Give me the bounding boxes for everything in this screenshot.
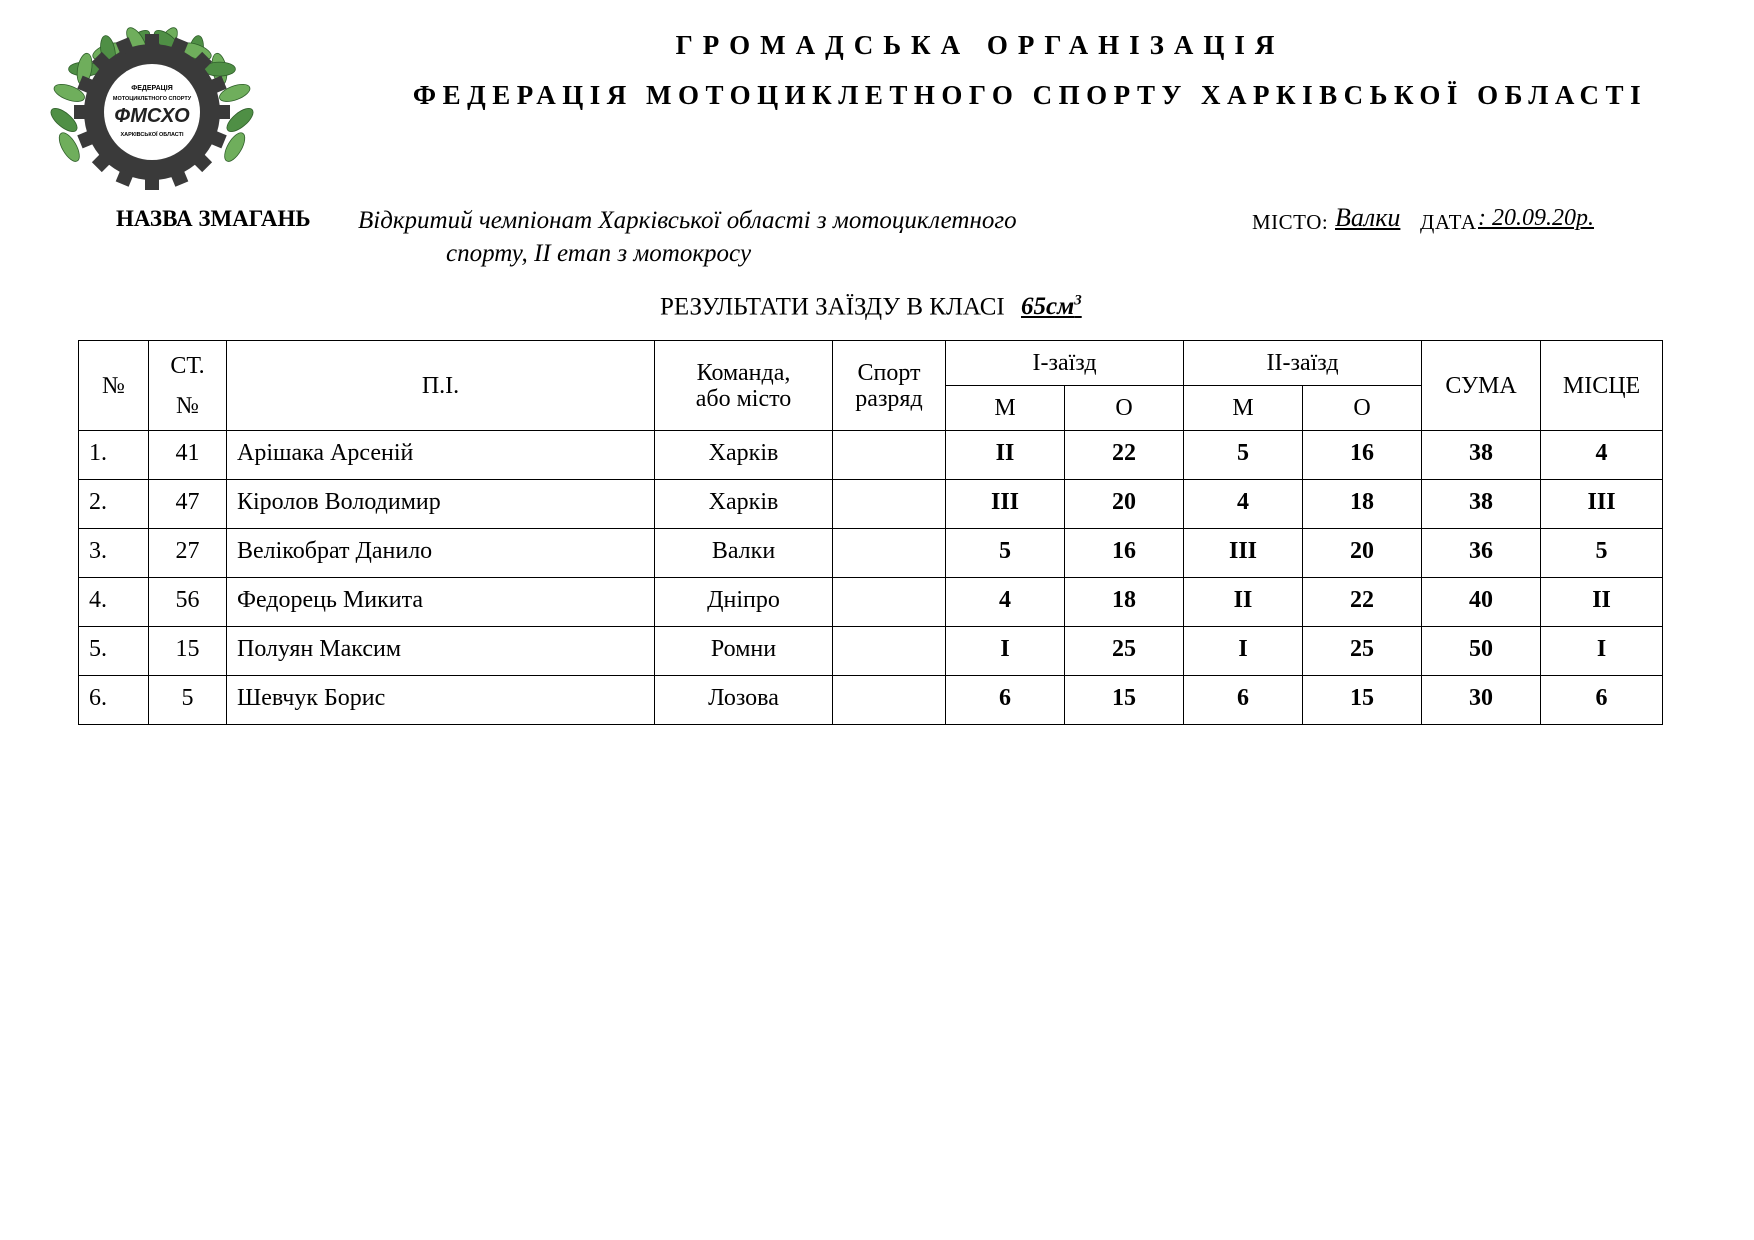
cell-race2-m: ІІ — [1184, 578, 1303, 627]
header-place: МІСЦЕ — [1541, 341, 1663, 431]
header-race-2: ІІ-заїзд — [1184, 341, 1422, 386]
cell-start-number: 41 — [149, 431, 227, 480]
cell-race1-m: І — [946, 627, 1065, 676]
cell-race1-o: 25 — [1065, 627, 1184, 676]
cell-name: Арішака Арсеній — [227, 431, 655, 480]
cell-place: 6 — [1541, 676, 1663, 725]
cell-race2-o: 16 — [1303, 431, 1422, 480]
cell-rank — [833, 676, 946, 725]
cell-race2-m: ІІІ — [1184, 529, 1303, 578]
cell-start-number: 47 — [149, 480, 227, 529]
table-row — [79, 480, 1663, 529]
gear-tooth — [74, 105, 88, 119]
header-race-2-m: М — [1184, 386, 1303, 431]
logo-bottom-text: ХАРКІВСЬКОЇ ОБЛАСТІ — [120, 132, 184, 138]
cell-sum: 38 — [1422, 480, 1541, 529]
cell-start-number: 15 — [149, 627, 227, 676]
table-row — [79, 578, 1663, 627]
header-race-2-o: О — [1303, 386, 1422, 431]
cell-num: 2. — [79, 480, 149, 529]
cell-name: Федорець Микита — [227, 578, 655, 627]
cell-place: 5 — [1541, 529, 1663, 578]
cell-race2-o: 22 — [1303, 578, 1422, 627]
cell-race2-o: 25 — [1303, 627, 1422, 676]
results-table — [78, 340, 1663, 725]
cell-num: 1. — [79, 431, 149, 480]
cell-race2-m: 4 — [1184, 480, 1303, 529]
cell-race2-m: 5 — [1184, 431, 1303, 480]
cell-team: Харків — [655, 480, 833, 529]
cell-name: Шевчук Борис — [227, 676, 655, 725]
header-race-1-m: М — [946, 386, 1065, 431]
cell-rank — [833, 578, 946, 627]
cell-rank — [833, 627, 946, 676]
cell-sum: 38 — [1422, 431, 1541, 480]
cell-name: Кіролов Володимир — [227, 480, 655, 529]
cell-place: ІІ — [1541, 578, 1663, 627]
cell-race1-o: 18 — [1065, 578, 1184, 627]
table-row — [79, 431, 1663, 480]
table-row — [79, 676, 1663, 725]
cell-race1-m: 4 — [946, 578, 1065, 627]
cell-rank — [833, 431, 946, 480]
cell-team: Валки — [655, 529, 833, 578]
organization-title: ГРОМАДСЬКА ОРГАНІЗАЦІЯ — [675, 30, 1285, 60]
cell-team: Лозова — [655, 676, 833, 725]
cell-num: 5. — [79, 627, 149, 676]
gear-tooth — [216, 105, 230, 119]
cell-team: Харків — [655, 431, 833, 480]
header-name: П.І. — [227, 341, 655, 431]
cell-place: 4 — [1541, 431, 1663, 480]
date-value: : 20.09.20р. — [1478, 205, 1594, 231]
competition-label: НАЗВА ЗМАГАНЬ — [116, 206, 311, 231]
cell-name: Велікобрат Данило — [227, 529, 655, 578]
class-name: $65см^3$ — [1020, 293, 1082, 321]
cell-start-number: 56 — [149, 578, 227, 627]
logo-top-text: ФЕДЕРАЦІЯ — [131, 85, 173, 92]
cell-race2-o: 15 — [1303, 676, 1422, 725]
header-race-1-o: О — [1065, 386, 1184, 431]
header-team: Команда, або місто — [655, 341, 833, 431]
cell-rank — [833, 480, 946, 529]
cell-sum: 40 — [1422, 578, 1541, 627]
cell-race2-m: І — [1184, 627, 1303, 676]
cell-race1-o: 20 — [1065, 480, 1184, 529]
table-row — [79, 529, 1663, 578]
cell-place: ІІІ — [1541, 480, 1663, 529]
cell-sum: 50 — [1422, 627, 1541, 676]
cell-race1-m: 5 — [946, 529, 1065, 578]
gear-tooth — [145, 34, 159, 48]
cell-race1-o: 16 — [1065, 529, 1184, 578]
cell-race2-o: 20 — [1303, 529, 1422, 578]
competition-name — [358, 204, 1168, 270]
cell-rank — [833, 529, 946, 578]
logo-abbr: ФМСХО — [114, 105, 190, 127]
cell-race1-m: ІІ — [946, 431, 1065, 480]
gear-tooth — [145, 176, 159, 190]
federation-title: ФЕДЕРАЦІЯ МОТОЦИКЛЕТНОГО СПОРТУ ХАРКІВСЬКОЇ ОБЛАСТІ — [412, 80, 1648, 110]
city-value: Валки — [1335, 203, 1401, 232]
header-start-number: СТ. № — [149, 341, 227, 431]
competition-name-line1: Відкритий чемпіонат Харківської області з мотоциклетного — [358, 207, 1017, 234]
cell-num: 3. — [79, 529, 149, 578]
header-race-1: І-заїзд — [946, 341, 1184, 386]
results-title — [660, 293, 1082, 321]
cell-race1-o: 15 — [1065, 676, 1184, 725]
results-title-text: РЕЗУЛЬТАТИ ЗАЇЗДУ В КЛАСІ — [660, 293, 1005, 321]
header-num: № — [79, 341, 149, 431]
cell-place: І — [1541, 627, 1663, 676]
cell-name: Полуян Максим — [227, 627, 655, 676]
cell-race1-m: 6 — [946, 676, 1065, 725]
city-label: МІСТО: — [1252, 210, 1329, 234]
cell-num: 6. — [79, 676, 149, 725]
cell-sum: 30 — [1422, 676, 1541, 725]
cell-team: Ромни — [655, 627, 833, 676]
cell-start-number: 27 — [149, 529, 227, 578]
cell-num: 4. — [79, 578, 149, 627]
competition-name-line2: спорту, ІІ етап з мотокросу — [446, 240, 752, 267]
header-sport-rank: Спорт разряд — [833, 341, 946, 431]
cell-race2-o: 18 — [1303, 480, 1422, 529]
logo-top-text-2: МОТОЦИКЛЕТНОГО СПОРТУ — [112, 96, 192, 102]
cell-race2-m: 6 — [1184, 676, 1303, 725]
federation-logo — [44, 12, 260, 208]
cell-team: Дніпро — [655, 578, 833, 627]
date-label: ДАТА — [1420, 210, 1477, 234]
cell-sum: 36 — [1422, 529, 1541, 578]
cell-race1-m: ІІІ — [946, 480, 1065, 529]
table-row — [79, 627, 1663, 676]
header-sum: СУМА — [1422, 341, 1541, 431]
cell-race1-o: 22 — [1065, 431, 1184, 480]
cell-start-number: 5 — [149, 676, 227, 725]
